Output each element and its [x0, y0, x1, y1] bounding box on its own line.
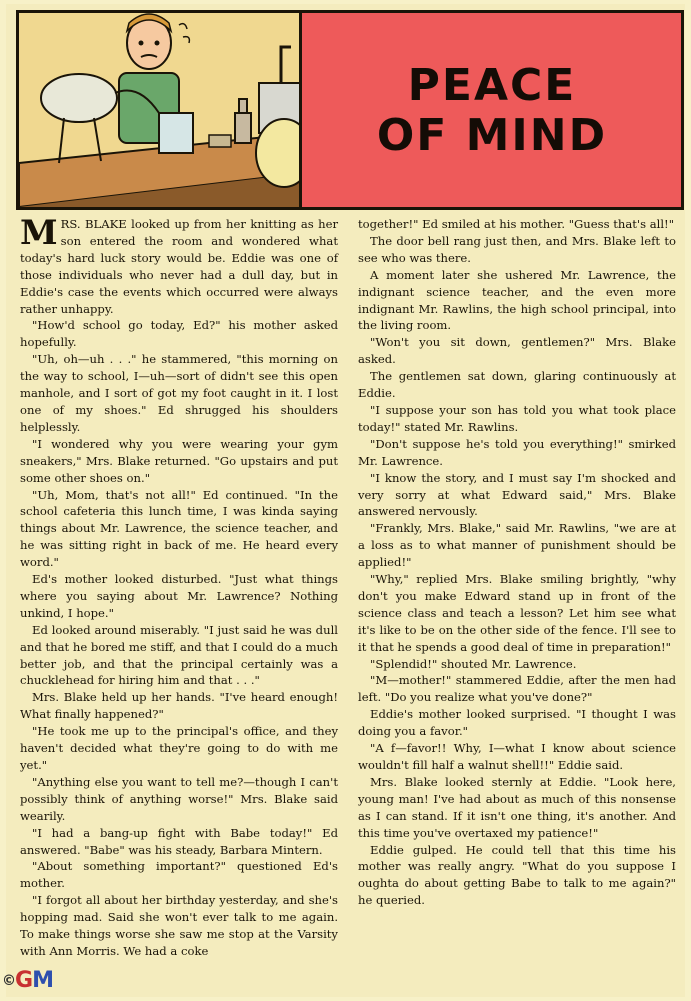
paragraph: together!" Ed smiled at his mother. "Guess that's all!" — [358, 217, 675, 231]
paragraph: "I had a bang-up fight with Babe today!" Ed answered. "Babe" was his steady, Barbara Mintern. — [20, 825, 338, 857]
paragraph: "About something important?" questioned Ed's mother. — [20, 859, 338, 891]
paragraph: "A f—favor!! Why, I—what I know about science wouldn't fill half a walnut shell!!" Eddie said. — [358, 741, 676, 772]
copyright-symbol: © — [2, 973, 15, 989]
paragraph: "M—mother!" stammered Eddie, after the men had left. "Do you realize what you've done?" — [358, 673, 676, 705]
logo-m: M — [32, 968, 53, 993]
paragraph: "Won't you sit down, gentlemen?" Mrs. Blake asked. — [358, 335, 676, 367]
title-line-1: PEACE — [407, 60, 577, 111]
title-box — [299, 13, 684, 207]
paragraph: "I forgot all about her birthday yesterday, and she's hopping mad. Said she won't ever talk to me again. To make things worse she saw me stop at the Varsity with Ann Morris. We had a coke — [20, 893, 338, 958]
story-body — [20, 213, 682, 976]
paragraph: Ed looked around miserably. "I just said he was dull and that he bored me stiff, and that I could do a much better job, and that the principal certainly was a chucklehead for hiring him and that . . ." — [20, 622, 338, 688]
paragraph: The gentlemen sat down, glaring continuously at Eddie. — [358, 369, 676, 401]
drop-cap: M — [20, 213, 58, 253]
paragraph: "Uh, Mom, that's not all!" Ed continued. "In the school cafeteria this lunch time, I was kinda saying things about Mr. Lawrence, the science teacher, and he was sitting right in back of me. He heard every word." — [20, 487, 338, 570]
paragraph: Mrs. Blake held up her hands. "I've heard enough! What finally happened?" — [20, 690, 338, 722]
logo-g: G — [15, 968, 33, 993]
paragraph: "Splendid!" shouted Mr. Lawrence. — [370, 656, 577, 671]
copyright-logo — [2, 968, 53, 993]
title-panel — [16, 10, 684, 210]
paragraph: A moment later she ushered Mr. Lawrence, the indignant science teacher, and the even more indignant Mr. Rawlins, the high school principal, into the living room. — [358, 267, 676, 333]
paragraph: The door bell rang just then, and Mrs. Blake left to see who was there. — [358, 233, 676, 265]
illustration-lab-scene — [19, 13, 304, 207]
paragraph: "Why," replied Mrs. Blake smiling brightly, "why don't you make Edward stand up in front of the science class and teach a lesson? Let him see what it's like to be on the other side of the fence. I'll see to it that he spends a good deal of time in preparation!" — [358, 572, 676, 654]
left-column — [20, 213, 338, 976]
paragraph: Eddie's mother looked surprised. "I thought I was doing you a favor." — [358, 707, 676, 739]
paragraph: MRS. BLAKE looked up from her knitting as her son entered the room and wondered what today's hard luck story would be. Eddie was one of those individuals who never had a dull day, but in Eddie's case the events which occurred were always rather unhappy. — [20, 213, 338, 316]
paragraph: "I wondered why you were wearing your gym sneakers," Mrs. Blake returned. "Go upstairs and put some other shoes on." — [20, 436, 338, 485]
paragraph: "Frankly, Mrs. Blake," said Mr. Rawlins, "we are at a loss as to what manner of punishment should be applied!" — [358, 521, 676, 570]
comic-page — [6, 4, 685, 997]
paragraph: "Don't suppose he's told you everything!" smirked Mr. Lawrence. — [358, 436, 676, 468]
paragraph: Mrs. Blake looked sternly at Eddie. "Look here, young man! I've had about as much of this nonsense as I can stand. If it isn't one thing, it's another. And this time you've overtaxed my patience!" — [358, 774, 676, 840]
title-line-2: OF MIND — [376, 110, 608, 161]
paragraph: "Uh, oh—uh . . ." he stammered, "this morning on the way to school, I—uh—sort of didn't see this open manhole, and I sort of got my foot caught in it. I lost one of my shoes." Ed shrugged his shoulders helplessly. — [20, 352, 338, 434]
right-column — [358, 216, 676, 976]
paragraph: Eddie gulped. He could tell that this time his mother was really angry. "What do you suppose I oughta do about getting Babe to talk to me again?" he queried. — [358, 842, 676, 908]
paragraph: "Anything else you want to tell me?—though I can't possibly think of anything worse!" Mrs. Blake said wearily. — [20, 774, 338, 823]
paragraph: "I suppose your son has told you what took place today!" stated Mr. Rawlins. — [358, 402, 676, 434]
story-title — [332, 51, 652, 171]
paragraph: "How'd school go today, Ed?" his mother asked hopefully. — [20, 318, 338, 350]
paragraph: Ed's mother looked disturbed. "Just what things where you saying about Mr. Lawrence? Nothing unkind, I hope." — [20, 572, 338, 620]
paragraph: "He took me up to the principal's office, and they haven't decided what they're going to do with me yet." — [20, 724, 338, 772]
paragraph: "I know the story, and I must say I'm shocked and very sorry at what Edward said," Mrs. Blake answered nervously. — [358, 470, 676, 519]
